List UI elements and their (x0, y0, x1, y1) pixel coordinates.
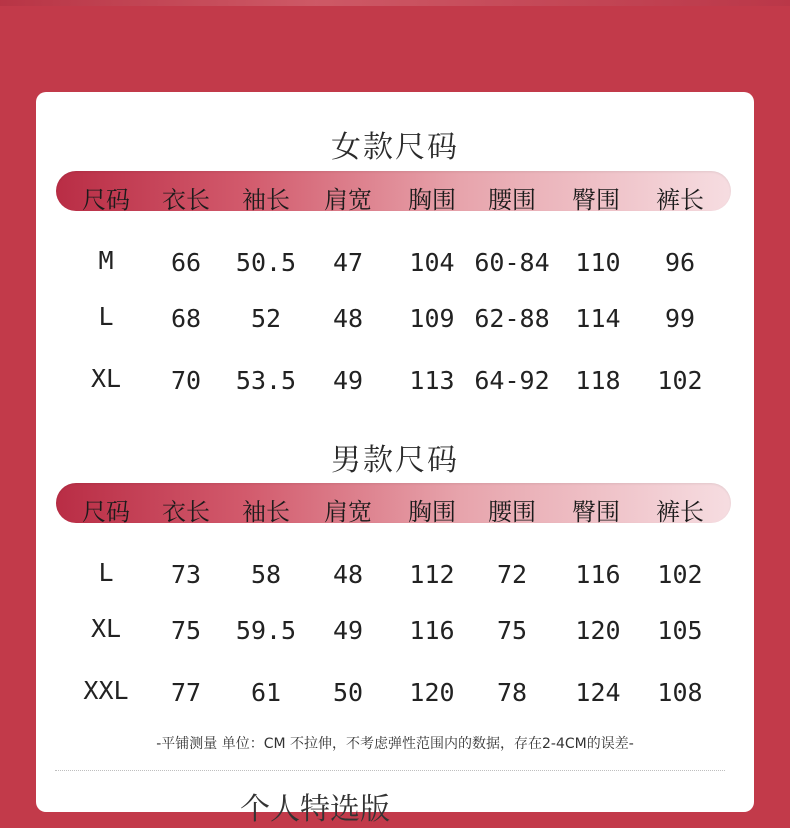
table-cell: 96 (664, 248, 696, 277)
table-cell: 104 (409, 248, 455, 277)
table-cell: 120 (409, 678, 455, 707)
table-cell: 64-92 (474, 366, 550, 395)
table-cell: 102 (657, 366, 703, 395)
table-cell: 60-84 (474, 248, 550, 277)
col-header-hip: 臀围 (572, 186, 620, 214)
col-header-chest: 胸围 (408, 498, 456, 526)
col-header-pants: 裤长 (656, 186, 704, 214)
table-cell: 105 (657, 616, 703, 645)
col-header-shoulder: 肩宽 (324, 186, 372, 214)
table-cell: 75 (496, 616, 528, 645)
table-cell: XL (90, 364, 122, 393)
table-cell: L (98, 558, 114, 587)
table-cell: 75 (170, 616, 202, 645)
men-header-bar (56, 483, 731, 526)
col-header-chest: 胸围 (408, 186, 456, 214)
table-cell: 49 (332, 616, 364, 645)
table-cell: XL (90, 614, 122, 643)
table-cell: XXL (83, 676, 129, 705)
col-header-shoulder: 肩宽 (324, 498, 372, 526)
table-cell: 52 (250, 304, 282, 333)
table-cell: 72 (496, 560, 528, 589)
col-header-sleeve: 袖长 (242, 498, 290, 526)
table-cell: 68 (170, 304, 202, 333)
table-cell: 59.5 (235, 616, 297, 645)
table-cell: 50 (332, 678, 364, 707)
table-cell: 108 (657, 678, 703, 707)
col-header-length: 衣长 (162, 498, 210, 526)
table-cell: 77 (170, 678, 202, 707)
table-cell: 73 (170, 560, 202, 589)
table-cell: 50.5 (235, 248, 297, 277)
col-header-hip: 臀围 (572, 498, 620, 526)
table-cell: 48 (332, 304, 364, 333)
table-cell: M (98, 246, 114, 275)
table-cell: 120 (575, 616, 621, 645)
col-header-waist: 腰围 (488, 186, 536, 214)
col-header-size: 尺码 (82, 498, 130, 526)
table-cell: L (98, 302, 114, 331)
table-cell: 47 (332, 248, 364, 277)
women-size-title: 女款尺码 (331, 130, 459, 165)
col-header-length: 衣长 (162, 186, 210, 214)
col-header-size: 尺码 (82, 186, 130, 214)
table-cell: 70 (170, 366, 202, 395)
dotted-divider (55, 770, 725, 771)
table-cell: 53.5 (235, 366, 297, 395)
col-header-sleeve: 袖长 (242, 186, 290, 214)
table-cell: 78 (496, 678, 528, 707)
table-cell: 49 (332, 366, 364, 395)
col-header-waist: 腰围 (488, 498, 536, 526)
col-header-pants: 裤长 (656, 498, 704, 526)
table-cell: 61 (250, 678, 282, 707)
table-cell: 114 (575, 304, 621, 333)
table-cell: 116 (409, 616, 455, 645)
table-cell: 124 (575, 678, 621, 707)
table-cell: 116 (575, 560, 621, 589)
table-cell: 112 (409, 560, 455, 589)
table-cell: 48 (332, 560, 364, 589)
table-cell: 62-88 (474, 304, 550, 333)
table-cell: 66 (170, 248, 202, 277)
table-cell: 110 (575, 248, 621, 277)
measurement-note: -平铺测量 单位：CM 不拉伸，不考虑弹性范围内的数据，存在2-4CM的误差- (156, 736, 634, 752)
table-cell: 118 (575, 366, 621, 395)
top-decoration-strip (0, 0, 790, 6)
table-cell: 109 (409, 304, 455, 333)
table-cell: 58 (250, 560, 282, 589)
men-size-title: 男款尺码 (331, 443, 459, 478)
women-header-bar (56, 171, 731, 214)
table-cell: 113 (409, 366, 455, 395)
footer-partial-heading: 个人特选版 (240, 792, 390, 827)
table-cell: 99 (664, 304, 696, 333)
table-cell: 102 (657, 560, 703, 589)
